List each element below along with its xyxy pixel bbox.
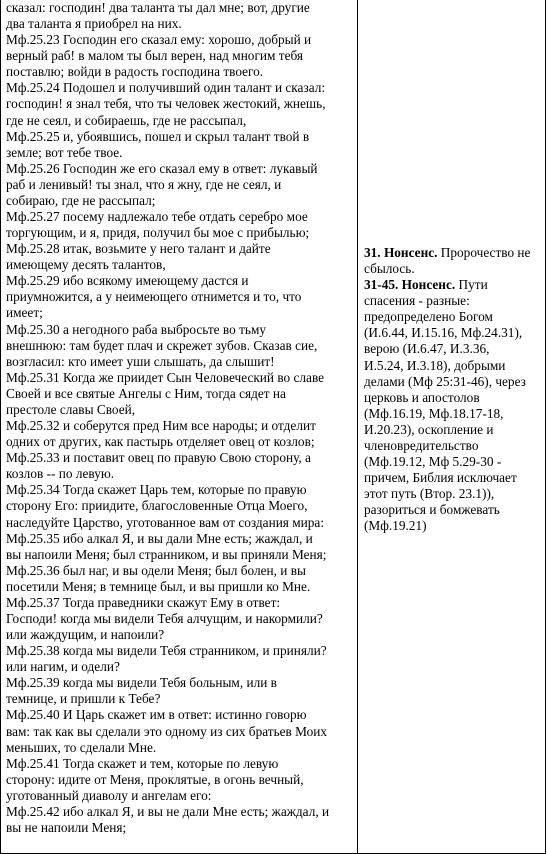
verse-line: престоле славы Своей,: [6, 401, 136, 417]
scripture-column: [1, 0, 358, 853]
verse-line: Мф.25.30 а негодного раба выбросьте во тьму: [6, 321, 267, 337]
commentary-column: [358, 0, 547, 853]
verse-line: торгующим, и я, придя, получил бы мое с прибылью;: [6, 225, 310, 241]
note-line: (Мф.16.19, Мф.18.17-18,: [364, 405, 504, 421]
verse-line: раб и ленивый! ты знал, что я жну, где не сеял, и: [6, 176, 282, 192]
note-31-45-label: 31-45. Нонсенс.: [364, 277, 456, 293]
verse-line: вам: так как вы сделали это одному из сих братьев Моих: [6, 723, 328, 739]
verse-line: Мф.25.36 был наг, и вы одели Меня; был болен, и вы: [6, 562, 306, 578]
note-line: (Мф.19.21): [364, 518, 427, 534]
verse-line: Мф.25.38 когда мы видели Тебя странником, и приняли?: [6, 643, 327, 659]
verse-line: собираю, где не рассыпал;: [6, 192, 156, 208]
verse-line: Мф.25.33 и поставит овец по правую Свою сторону, а: [6, 450, 311, 466]
note-31-45-body: [364, 293, 530, 534]
note-line: И.20.23), оскопление и: [364, 421, 494, 437]
verse-line: земле; вот тебе твое.: [6, 144, 123, 160]
verse-line: Мф.25.42 ибо алкал Я, и вы не дали Мне есть; жаждал, и: [6, 803, 330, 819]
verse-line: или жаждущим, и напоили?: [6, 627, 165, 643]
note-line: членовредительство: [364, 437, 479, 453]
verse-line: возгласил: кто имеет уши слышать, да слышит!: [6, 353, 275, 369]
verse-line: два таланта я приобрел на них.: [6, 16, 182, 32]
verse-line: Мф.25.31 Когда же приидет Сын Человеческий во славе: [6, 369, 325, 385]
verse-line: меньших, то сделали Мне.: [6, 739, 157, 755]
verse-line: поставлю; войди в радость господина твоего.: [6, 64, 264, 80]
verse-line: Мф.25.39 когда мы видели Тебя больным, или в: [6, 675, 277, 691]
note-line: церковь и апостолов: [364, 389, 480, 405]
verse-line: Мф.25.24 Подошел и получивший один талант и сказал:: [6, 80, 326, 96]
verse-line: Мф.25.40 И Царь скажет им в ответ: истинно говорю: [6, 707, 307, 723]
verse-line: или нагим, и одели?: [6, 659, 120, 675]
verse-line: внешнюю: там будет плач и скрежет зубов. Сказав сие,: [6, 337, 318, 353]
verse-line: где не сеял, и собираешь, где не рассыпал,: [6, 112, 247, 128]
note-line: делами (Мф 25:31-46), через: [364, 373, 526, 389]
verse-line: Мф.25.27 посему надлежало тебе отдать серебро мое: [6, 209, 308, 225]
verse-line: Своей и все святые Ангелы с Ним, тогда сядет на: [6, 385, 286, 401]
note-line: этот путь (Втор. 23.1)),: [364, 486, 495, 502]
verse-line: Мф.25.23 Господин его сказал ему: хорошо, добрый и: [6, 32, 312, 48]
commentary-notes: [364, 245, 530, 534]
note-line: (Мф.19.12, Мф 5.29-30 -: [364, 454, 502, 470]
verse-line: уготованный диаволу и ангелам его:: [6, 787, 212, 803]
note-31-line: [364, 245, 530, 261]
note-31-label: 31. Нонсенс.: [364, 245, 438, 260]
note-line: (И.6.44, И.15.16, Мф.24.31),: [364, 325, 523, 341]
verse-line: сказал: господин! два таланта ты дал мне; вот, другие: [6, 0, 310, 15]
verse-line: Господи! когда мы видели Тебя алчущим, и накормили?: [6, 610, 323, 626]
verse-line: Мф.25.28 итак, возьмите у него талант и дайте: [6, 241, 271, 257]
verse-line: верный раб! в малом ты был верен, над многим тебя: [6, 48, 304, 64]
verse-line: сторону Его: приидите, благословенные Отца Моего,: [6, 498, 308, 514]
note-31-45-text: Пути: [455, 277, 488, 293]
verse-line: одних от других, как пастырь отделяет овец от козлов;: [6, 434, 315, 450]
verse-line: Мф.25.34 Тогда скажет Царь тем, которые по правую: [6, 482, 307, 498]
verse-line: козлов -- по левую.: [6, 466, 115, 482]
note-line: разориться и бомжевать: [364, 502, 500, 518]
verse-line: Мф.25.41 Тогда скажет и тем, которые по левую: [6, 755, 279, 771]
verse-line: Мф.25.35 ибо алкал Я, и вы дали Мне есть; жаждал, и: [6, 530, 313, 546]
verse-line: вы напоили Меня; был странником, и вы приняли Меня;: [6, 546, 327, 562]
verse-line: наследуйте Царство, уготованное вам от создания мира:: [6, 514, 325, 530]
verse-line: имеющему десять талантов,: [6, 257, 166, 273]
note-31-continuation: сбылось.: [364, 261, 415, 277]
verse-line: посетили Меня; в темнице был, и вы пришли ко Мне.: [6, 578, 311, 594]
verse-line: темнице, и пришли к Тебе?: [6, 691, 161, 707]
note-31-45-line: [364, 277, 530, 293]
note-line: предопределено Богом: [364, 309, 493, 325]
verse-line: вы не напоили Меня;: [6, 819, 127, 835]
verse-line: Мф.25.25 и, убоявшись, пошел и скрыл талант твой в: [6, 128, 310, 144]
note-line: верою (И.6.47, И.3.36,: [364, 341, 490, 357]
note-line: спасения - разные:: [364, 293, 470, 309]
verse-line: имеет;: [6, 305, 43, 321]
note-31-text: Пророчество не: [437, 245, 531, 260]
verse-line: Мф.25.32 и соберутся пред Ним все народы; и отделит: [6, 418, 316, 434]
verse-line: Мф.25.26 Господин же его сказал ему в ответ: лукавый: [6, 160, 318, 176]
verse-line: Мф.25.37 Тогда праведники скажут Ему в ответ:: [6, 594, 281, 610]
verse-line: приумножится, а у неимеющего отнимется и то, что: [6, 289, 302, 305]
note-line: причем, Библия исключает: [364, 470, 517, 486]
verse-line: сторону: идите от Меня, проклятые, в огонь вечный,: [6, 771, 304, 787]
verse-line: господин! я знал тебя, что ты человек жестокий, жнешь,: [6, 96, 326, 112]
note-line: И.5.24, И.3.18), добрыми: [364, 357, 506, 373]
verse-line: Мф.25.29 ибо всякому имеющему дастся и: [6, 273, 249, 289]
